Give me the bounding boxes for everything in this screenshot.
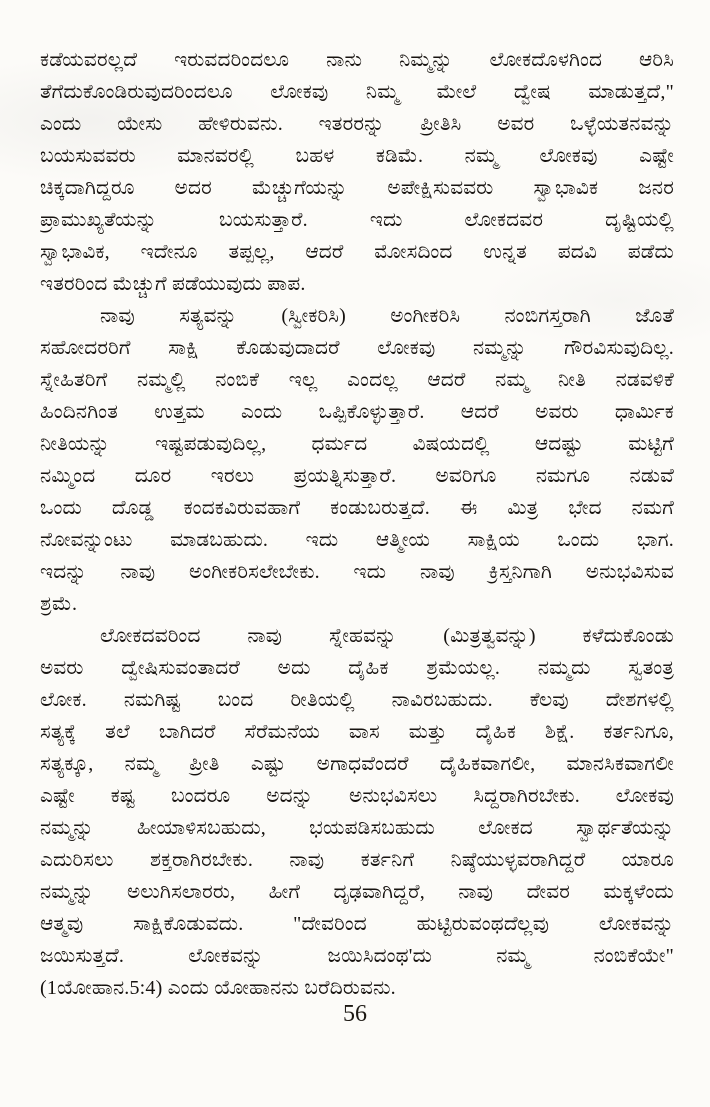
text-line: ಎದುರಿಸಲು ಶಕ್ತರಾಗಿರಬೇಕು. ನಾವು ಕರ್ತನಿಗೆ ನಿಷ್ಠೆಯುಳ್ಳವರಾಗಿದ್ದರೆ ಯಾರೂ — [40, 849, 674, 871]
text-line: ನಮ್ಮನ್ನು ಹೀಯಾಳಿಸಬಹುದು, ಭಯಪಡಿಸಬಹುದು ಲೋಕದ ಸ್ವಾರ್ಥತೆಯನ್ನು — [40, 817, 674, 839]
text-line: ಸತ್ಯಕ್ಕೆ ತಲೆ ಬಾಗಿದರೆ ಸೆರೆಮನೆಯ ವಾಸ ಮತ್ತು ದೈಹಿಕ ಶಿಕ್ಷೆ. ಕರ್ತನಿಗೂ, — [40, 721, 674, 743]
text-line: ಎಷ್ಟೇ ಕಷ್ಟ ಬಂದರೂ ಅದನ್ನು ಅನುಭವಿಸಲು ಸಿದ್ದರಾಗಿರಬೇಕು. ಲೋಕವು — [40, 785, 674, 807]
text-line: ನಾವು ಸತ್ಯವನ್ನು (ಸ್ವೀಕರಿಸಿ) ಅಂಗೀಕರಿಸಿ ನಂಬಿಗಸ್ತರಾಗಿ ಜೊತೆ — [100, 305, 674, 327]
paragraph — [40, 300, 674, 620]
text-line: ನಮ್ಮಿಂದ ದೂರ ಇರಲು ಪ್ರಯತ್ನಿಸುತ್ತಾರೆ. ಅವರಿಗೂ ನಮಗೂ ನಡುವೆ — [40, 465, 674, 487]
text-line: ಆತ್ಮವು ಸಾಕ್ಷಿಕೊಡುವದು. "ದೇವರಿಂದ ಹುಟ್ಟಿರುವಂಥದೆಲ್ಲವು ಲೋಕವನ್ನು — [40, 913, 674, 935]
text-line: ಎಂದು ಯೇಸು ಹೇಳಿರುವನು. ಇತರರನ್ನು ಪ್ರೀತಿಸಿ ಅವರ ಒಳ್ಳೆಯತನವನ್ನು — [40, 113, 674, 135]
paragraph — [40, 620, 674, 1004]
body-text — [40, 44, 674, 1004]
text-line: ಲೋಕದವರಿಂದ ನಾವು ಸ್ನೇಹವನ್ನು (ಮಿತ್ರತ್ವವನ್ನು) ಕಳೆದುಕೊಂಡು — [100, 625, 674, 647]
text-line: ಸ್ನೇಹಿತರಿಗೆ ನಮ್ಮಲ್ಲಿ ನಂಬಿಕೆ ಇಲ್ಲ ಎಂದಲ್ಲ ಆದರೆ ನಮ್ಮ ನೀತಿ ನಡವಳಿಕೆ — [40, 369, 674, 391]
text-line: ನೀತಿಯನ್ನು ಇಷ್ಟಪಡುವುದಿಲ್ಲ, ಧರ್ಮದ ವಿಷಯದಲ್ಲಿ ಆದಷ್ಟು ಮಟ್ಟಿಗೆ — [40, 433, 674, 455]
text-line: ಬಯಸುವವರು ಮಾನವರಲ್ಲಿ ಬಹಳ ಕಡಿಮೆ. ನಮ್ಮ ಲೋಕವು ಎಷ್ಟೇ — [40, 145, 674, 167]
text-line: ಒಂದು ದೊಡ್ಡ ಕಂದಕವಿರುವಹಾಗೆ ಕಂಡುಬರುತ್ತದೆ. ಈ ಮಿತ್ರ ಭೇದ ನಮಗೆ — [40, 497, 674, 519]
text-line: (1ಯೋಹಾನ.5:4) ಎಂದು ಯೋಹಾನನು ಬರೆದಿರುವನು. — [40, 977, 396, 999]
page-number: 56 — [343, 1001, 367, 1027]
paragraph — [40, 44, 674, 300]
text-line: ಜಯಿಸುತ್ತದೆ. ಲೋಕವನ್ನು ಜಯಿಸಿದಂಥ'ದು ನಮ್ಮ ನಂಬಿಕೆಯೇ" — [40, 945, 674, 967]
text-line: ನಮ್ಮನ್ನು ಅಲುಗಿಸಲಾರರು, ಹೀಗೆ ದೃಢವಾಗಿದ್ದರೆ, ನಾವು ದೇವರ ಮಕ್ಕಳೆಂದು — [40, 881, 674, 903]
text-line: ಸತ್ಯಕ್ಕೂ, ನಮ್ಮ ಪ್ರೀತಿ ಎಷ್ಟು ಅಗಾಧವೆಂದರೆ ದೈಹಿಕವಾಗಲೀ, ಮಾನಸಿಕವಾಗಲೀ — [40, 753, 674, 775]
text-line: ಹಿಂದಿನಗಿಂತ ಉತ್ತಮ ಎಂದು ಒಪ್ಪಿಕೊಳ್ಳುತ್ತಾರೆ. ಆದರೆ ಅವರು ಧಾರ್ಮಿಕ — [40, 401, 674, 423]
text-line: ತೆಗೆದುಕೊಂಡಿರುವುದರಿಂದಲೂ ಲೋಕವು ನಿಮ್ಮ ಮೇಲೆ ದ್ವೇಷ ಮಾಡುತ್ತದೆ," — [40, 81, 674, 103]
text-line: ಶ್ರಮೆ. — [40, 593, 78, 615]
text-line: ಇದನ್ನು ನಾವು ಅಂಗೀಕರಿಸಲೇಬೇಕು. ಇದು ನಾವು ಕ್ರಿಸ್ತನಿಗಾಗಿ ಅನುಭವಿಸುವ — [40, 561, 674, 583]
text-line: ಪ್ರಾಮುಖ್ಯತೆಯನ್ನು ಬಯಸುತ್ತಾರೆ. ಇದು ಲೋಕದವರ ದೃಷ್ಟಿಯಲ್ಲಿ — [40, 209, 674, 231]
text-line: ಚಿಕ್ಕದಾಗಿದ್ದರೂ ಅದರ ಮೆಚ್ಚುಗೆಯನ್ನು ಅಪೇಕ್ಷಿಸುವವರು ಸ್ವಾಭಾವಿಕ ಜನರ — [40, 177, 674, 199]
text-line: ಕಡೆಯವರಲ್ಲದೆ ಇರುವದರಿಂದಲೂ ನಾನು ನಿಮ್ಮನ್ನು ಲೋಕದೊಳಗಿಂದ ಆರಿಸಿ — [40, 49, 674, 71]
text-line: ಸಹೋದರರಿಗೆ ಸಾಕ್ಷಿ ಕೊಡುವುದಾದರೆ ಲೋಕವು ನಮ್ಮನ್ನು ಗೌರವಿಸುವುದಿಲ್ಲ. — [40, 337, 674, 359]
text-line: ಸ್ವಾಭಾವಿಕ, ಇದೇನೂ ತಪ್ಪಲ್ಲ, ಆದರೆ ಮೋಸದಿಂದ ಉನ್ನತ ಪದವಿ ಪಡೆದು — [40, 241, 674, 263]
text-line: ಅವರು ದ್ವೇಷಿಸುವಂತಾದರೆ ಅದು ದೈಹಿಕ ಶ್ರಮೆಯಲ್ಲ. ನಮ್ಮದು ಸ್ವತಂತ್ರ — [40, 657, 674, 679]
text-line: ಲೋಕ. ನಮಗಿಷ್ಟ ಬಂದ ರೀತಿಯಲ್ಲಿ ನಾವಿರಬಹುದು. ಕೆಲವು ದೇಶಗಳಲ್ಲಿ — [40, 689, 674, 711]
text-line: ಇತರರಿಂದ ಮೆಚ್ಚುಗೆ ಪಡೆಯುವುದು ಪಾಪ. — [40, 273, 306, 295]
text-line: ನೋವನ್ನುಂಟು ಮಾಡಬಹುದು. ಇದು ಆತ್ಮೀಯ ಸಾಕ್ಷಿಯ ಒಂದು ಭಾಗ. — [40, 529, 674, 551]
